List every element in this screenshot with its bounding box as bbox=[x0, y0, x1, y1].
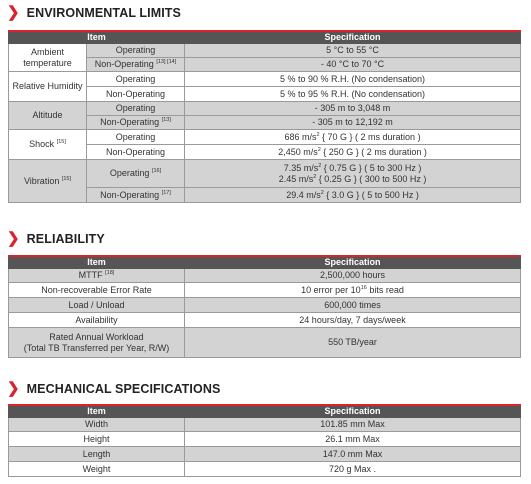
error-rate-value: 10 error per $10^{16}$ bits read bbox=[185, 283, 521, 298]
availability-value: 24 hours/day, 7 days/week bbox=[185, 313, 521, 328]
annual-workload-label: Rated Annual Workload (Total TB Transferred per Year, R/W) bbox=[9, 328, 185, 358]
load-unload-value: 600,000 times bbox=[185, 298, 521, 313]
annual-workload-value: 550 TB/year bbox=[185, 328, 521, 358]
non-operating-label: Non-Operating [13] bbox=[87, 116, 185, 130]
ambient-temperature-label: Ambient temperature bbox=[9, 44, 87, 72]
ambient-non-operating-value: - 40 °C to 70 °C bbox=[185, 58, 521, 72]
section-title-mechanical: ❯ MECHANICAL SPECIFICATIONS bbox=[7, 380, 221, 397]
mttf-value: 2,500,000 hours bbox=[185, 269, 521, 283]
shock-label: Shock [15] bbox=[9, 130, 87, 160]
chevron-right-icon: ❯ bbox=[7, 230, 20, 247]
header-spec: Specification bbox=[185, 256, 521, 269]
error-rate-label: Non-recoverable Error Rate bbox=[9, 283, 185, 298]
humidity-non-operating-value: 5 % to 95 % R.H. (No condensation) bbox=[185, 87, 521, 102]
chevron-right-icon: ❯ bbox=[7, 4, 20, 21]
operating-label: Operating bbox=[87, 72, 185, 87]
weight-label: Weight bbox=[9, 462, 185, 477]
length-label: Length bbox=[9, 447, 185, 462]
height-value: 26.1 mm Max bbox=[185, 432, 521, 447]
header-spec: Specification bbox=[185, 405, 521, 418]
chevron-right-icon: ❯ bbox=[7, 380, 20, 397]
header-item: Item bbox=[9, 31, 185, 44]
altitude-label: Altitude bbox=[9, 102, 87, 130]
altitude-operating-value: - 305 m to 3,048 m bbox=[185, 102, 521, 116]
reliability-table bbox=[8, 255, 521, 358]
mttf-label: MTTF [18] bbox=[9, 269, 185, 283]
weight-value: 720 g Max . bbox=[185, 462, 521, 477]
vibration-non-operating-value: 29.4 $m/s^2$ { 3.0 G } ( 5 to 500 Hz ) bbox=[185, 188, 521, 203]
non-operating-label: Non-Operating bbox=[87, 87, 185, 102]
section-title-reliability: ❯ RELIABILITY bbox=[7, 230, 105, 247]
width-label: Width bbox=[9, 418, 185, 432]
operating-label: Operating bbox=[87, 102, 185, 116]
vibration-label: Vibration [15] bbox=[9, 160, 87, 203]
section-title-environmental: ❯ ENVIRONMENTAL LIMITS bbox=[7, 4, 181, 21]
non-operating-label: Non-Operating bbox=[87, 145, 185, 160]
vibration-operating-value: 7.35 $m/s^2$ { 0.75 G } ( 5 to 300 Hz ) 2.45 $m/s^2$ { 0.25 G } ( 300 to 500 Hz ) bbox=[185, 160, 521, 188]
width-value: 101.85 mm Max bbox=[185, 418, 521, 432]
humidity-operating-value: 5 % to 90 % R.H. (No condensation) bbox=[185, 72, 521, 87]
relative-humidity-label: Relative Humidity bbox=[9, 72, 87, 102]
shock-operating-value: 686 $m/s^2$ { 70 G } ( 2 ms duration ) bbox=[185, 130, 521, 145]
environmental-limits-table bbox=[8, 30, 521, 203]
mechanical-specifications-table bbox=[8, 404, 521, 477]
ambient-operating-value: 5 °C to 55 °C bbox=[185, 44, 521, 58]
operating-label: Operating bbox=[87, 44, 185, 58]
shock-non-operating-value: 2,450 $m/s^2$ { 250 G } ( 2 ms duration ) bbox=[185, 145, 521, 160]
altitude-non-operating-value: - 305 m to 12,192 m bbox=[185, 116, 521, 130]
non-operating-label: Non-Operating [13] [14] bbox=[87, 58, 185, 72]
non-operating-label: Non-Operating [17] bbox=[87, 188, 185, 203]
availability-label: Availability bbox=[9, 313, 185, 328]
height-label: Height bbox=[9, 432, 185, 447]
operating-label: Operating bbox=[87, 130, 185, 145]
header-item: Item bbox=[9, 256, 185, 269]
operating-label: Operating [16] bbox=[87, 160, 185, 188]
header-spec: Specification bbox=[185, 31, 521, 44]
length-value: 147.0 mm Max bbox=[185, 447, 521, 462]
header-item: Item bbox=[9, 405, 185, 418]
load-unload-label: Load / Unload bbox=[9, 298, 185, 313]
